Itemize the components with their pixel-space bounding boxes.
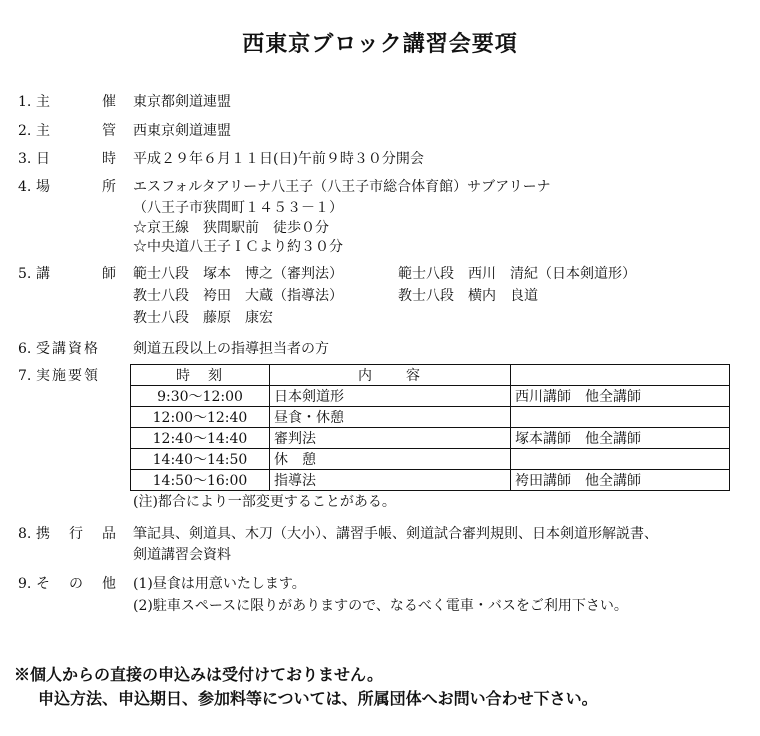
- label-char: 日: [36, 151, 50, 167]
- item-number: 7.: [18, 368, 32, 384]
- label-char: 管: [102, 123, 116, 139]
- row-time: 9:30～12:00: [131, 386, 270, 407]
- item-label-instructors: [36, 264, 116, 284]
- item-number: 3.: [18, 151, 32, 167]
- label-char: 所: [102, 179, 116, 195]
- label-char: 主: [36, 123, 50, 139]
- label-char: 主: [36, 94, 50, 110]
- table-row: [131, 386, 730, 407]
- item-number: 4.: [18, 179, 32, 195]
- other-line: (1)昼食は用意いたします。: [133, 576, 306, 592]
- row-lecturer: [511, 449, 730, 470]
- label-char: そ: [36, 576, 50, 592]
- item-number: 9.: [18, 576, 32, 592]
- row-time: 12:40～14:40: [131, 428, 270, 449]
- table-row: [131, 470, 730, 491]
- instructor: 教士八段 横内 良道: [398, 288, 538, 304]
- belongings-line: 剣道講習会資料: [133, 547, 231, 563]
- item-number: 8.: [18, 526, 32, 542]
- item-label-belongings: [36, 524, 116, 544]
- item-number: 2.: [18, 123, 32, 139]
- label-char: 催: [102, 94, 116, 110]
- row-lecturer: 袴田講師 他全講師: [511, 470, 730, 491]
- venue-line: ☆京王線 狭間駅前 徒歩０分: [133, 220, 329, 236]
- row-content: 審判法: [270, 428, 511, 449]
- item-label-schedule: 実施要領: [36, 368, 100, 384]
- belongings-line: 筆記具、剣道具、木刀（大小）、講習手帳、剣道試合審判規則、日本剣道形解説書、: [133, 526, 658, 542]
- label-char: の: [69, 576, 83, 592]
- item-number: 1.: [18, 94, 32, 110]
- instructor: 教士八段 藤原 康宏: [133, 310, 273, 326]
- item-label-organizer: [36, 92, 116, 112]
- row-time: 12:00～12:40: [131, 407, 270, 428]
- label-char: 行: [69, 526, 83, 542]
- table-row: [131, 428, 730, 449]
- item-number: 6.: [18, 341, 32, 357]
- label-char: 場: [36, 179, 50, 195]
- item-label-date: [36, 149, 116, 169]
- header-lecturer: [511, 365, 730, 386]
- item-label-manager: [36, 121, 116, 141]
- row-lecturer: 西川講師 他全講師: [511, 386, 730, 407]
- row-time: 14:40～14:50: [131, 449, 270, 470]
- label-char: 携: [36, 526, 50, 542]
- header-content: 内 容: [270, 365, 511, 386]
- organizer-value: 東京都剣道連盟: [133, 94, 231, 110]
- item-label-qualification: 受講資格: [36, 341, 100, 357]
- header-time: 時 刻: [131, 365, 270, 386]
- label-char: 講: [36, 266, 50, 282]
- table-row: [131, 407, 730, 428]
- manager-value: 西東京剣道連盟: [133, 123, 231, 139]
- row-lecturer: 塚本講師 他全講師: [511, 428, 730, 449]
- instructor: 範士八段 塚本 博之（審判法）: [133, 266, 343, 282]
- instructor: 範士八段 西川 清紀（日本剣道形）: [398, 266, 636, 282]
- row-content: 休 憩: [270, 449, 511, 470]
- notice-line-2: 申込方法、申込期日、参加料等については、所属団体へお問い合わせ下さい。: [38, 689, 598, 708]
- schedule-table: [130, 364, 730, 491]
- label-char: 時: [102, 151, 116, 167]
- venue-line: エスフォルタアリーナ八王子（八王子市総合体育館）サブアリーナ: [133, 179, 551, 195]
- label-char: 品: [102, 526, 116, 542]
- row-time: 14:50～16:00: [131, 470, 270, 491]
- item-number: 5.: [18, 266, 32, 282]
- label-char: 師: [102, 266, 116, 282]
- date-value: 平成２９年６月１１日(日)午前９時３０分開会: [133, 151, 424, 167]
- qualification-value: 剣道五段以上の指導担当者の方: [133, 341, 329, 357]
- other-line: (2)駐車スペースに限りがありますので、なるべく電車・バスをご利用下さい。: [133, 598, 628, 614]
- table-row: [131, 449, 730, 470]
- row-lecturer: [511, 407, 730, 428]
- schedule-note: (注)都合により一部変更することがある。: [133, 494, 396, 510]
- table-header-row: [131, 365, 730, 386]
- notice-line-1: ※個人からの直接の申込みは受付けておりません。: [14, 665, 383, 684]
- item-label-other: [36, 574, 116, 594]
- page-title: 西東京ブロック講習会要項: [242, 31, 518, 57]
- row-content: 指導法: [270, 470, 511, 491]
- venue-line: （八王子市狭間町１４５３－１）: [133, 200, 343, 216]
- row-content: 昼食・休憩: [270, 407, 511, 428]
- venue-line: ☆中央道八王子ＩＣより約３０分: [133, 239, 343, 255]
- row-content: 日本剣道形: [270, 386, 511, 407]
- label-char: 他: [102, 576, 116, 592]
- item-label-venue: [36, 177, 116, 197]
- instructor: 教士八段 袴田 大蔵（指導法）: [133, 288, 343, 304]
